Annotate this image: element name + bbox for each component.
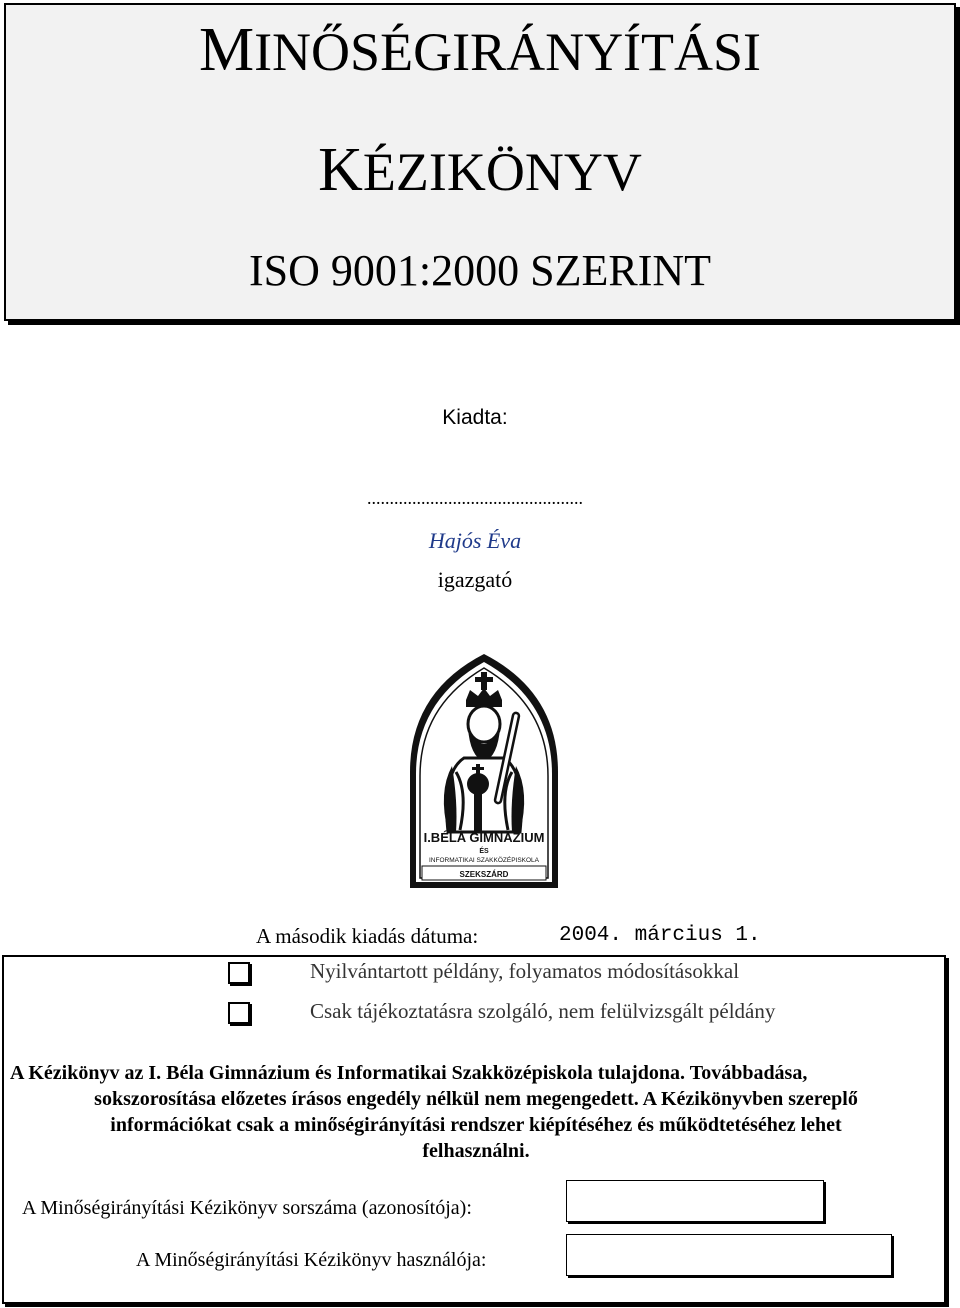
serial-number-field[interactable] [566, 1180, 824, 1222]
title-line-1-initial: M [198, 16, 255, 84]
checkbox-info-only[interactable] [228, 1002, 250, 1024]
crest-school-name: I.BÉLA GIMNÁZIUM [423, 830, 545, 845]
notice-line-4: felhasználni. [422, 1140, 530, 1162]
copy-type-registered-label: Nyilvántartott példány, folyamatos módosításokkal [310, 959, 740, 983]
signature-line: ................................................ [367, 488, 583, 508]
edition-date-value: 2004. március 1. [559, 924, 761, 947]
title-line-2-initial: K [318, 136, 363, 204]
school-crest-logo [408, 652, 560, 890]
notice-line-2: sokszorosítása előzetes írásos engedély nélkül nem megengedett. A Kézikönyvben szereplő [94, 1088, 858, 1110]
crest-city: SZEKSZÁRD [459, 870, 509, 879]
manual-user-label: A Minőségirányítási Kézikönyv használója: [136, 1249, 487, 1271]
checkbox-registered[interactable] [228, 962, 250, 984]
edition-date-label: A második kiadás dátuma: [256, 924, 479, 948]
notice-line-3: információkat csak a minőségirányítási rendszer kiépítéséhez és működtetéséhez lehet [110, 1114, 842, 1136]
crest-and: ÉS [479, 848, 489, 855]
title-line-2-rest: ÉZIKÖNYV [362, 142, 642, 202]
notice-line-1: A Kézikönyv az I. Béla Gimnázium és Informatikai Szakközépiskola tulajdona. Továbbadása, [10, 1062, 808, 1084]
title-line-2 [6, 136, 954, 204]
ownership-notice [6, 1060, 946, 1164]
crest-subtitle: INFORMATIKAI SZAKKÖZÉPISKOLA [428, 857, 540, 864]
manual-user-field[interactable] [566, 1234, 892, 1276]
serial-number-label: A Minőségirányítási Kézikönyv sorszáma (azonosítója): [22, 1197, 472, 1219]
title-box [4, 3, 956, 321]
title-line-1-rest: INŐSÉGIRÁNYÍTÁSI [254, 22, 762, 82]
copy-type-info-label: Csak tájékoztatásra szolgáló, nem felülvizsgált példány [310, 999, 776, 1023]
signer-role: igazgató [437, 567, 513, 592]
title-line-3: ISO 9001:2000 SZERINT [249, 246, 711, 295]
publisher-label: Kiadta: [442, 406, 508, 429]
title-line-1 [6, 16, 954, 84]
signer-name: Hajós Éva [428, 528, 522, 553]
